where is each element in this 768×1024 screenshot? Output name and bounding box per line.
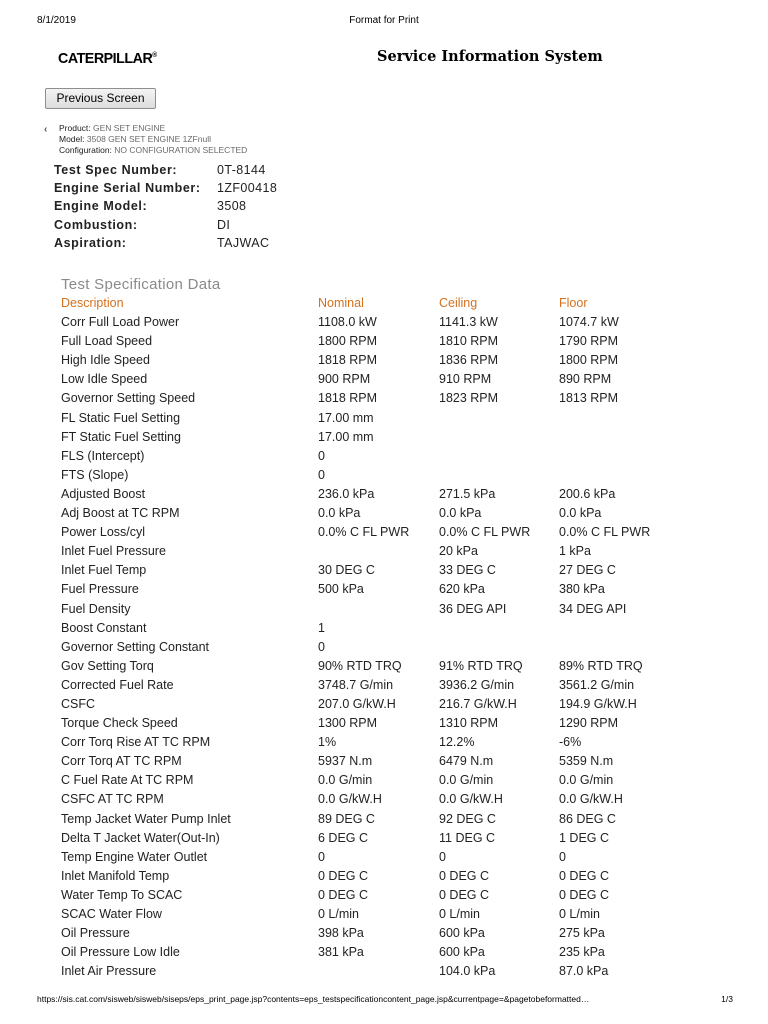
cell-floor: 86 DEG C — [559, 811, 616, 826]
previous-screen-button[interactable]: Previous Screen — [45, 88, 156, 109]
cell-nominal: 17.00 mm — [318, 410, 374, 425]
cell-description: CSFC AT TC RPM — [61, 792, 164, 807]
cell-description: FL Static Fuel Setting — [61, 410, 181, 425]
header-floor: Floor — [559, 296, 588, 310]
cell-description: Temp Engine Water Outlet — [61, 849, 208, 864]
cell-nominal: 0 — [318, 448, 325, 463]
cell-nominal: 89 DEG C — [318, 811, 375, 826]
cell-floor: -6% — [559, 735, 582, 750]
cell-ceiling: 0.0 G/min — [439, 773, 494, 788]
logo-text: CATERPILLAR — [58, 50, 153, 67]
cell-ceiling: 0 L/min — [439, 907, 480, 921]
cell-nominal: 1108.0 kW — [318, 315, 377, 330]
print-header — [37, 15, 731, 29]
product-value: GEN SET ENGINE — [93, 123, 166, 133]
cell-ceiling: 36 DEG API — [439, 601, 507, 616]
cell-ceiling: 600 kPa — [439, 926, 485, 941]
cell-nominal: 1% — [318, 735, 337, 750]
cell-ceiling: 11 DEG C — [439, 830, 496, 845]
cell-description: Corrected Fuel Rate — [61, 677, 174, 692]
cell-floor: 1790 RPM — [559, 334, 619, 349]
cell-description: Adjusted Boost — [61, 486, 146, 501]
model-value: 3508 GEN SET ENGINE 1ZFnull — [86, 134, 211, 144]
cell-ceiling: 92 DEG C — [439, 811, 496, 826]
cell-ceiling: 12.2% — [439, 735, 475, 750]
cell-description: Inlet Manifold Temp — [61, 868, 170, 883]
cell-ceiling: 3936.2 G/min — [439, 677, 515, 692]
cell-description: Power Loss/cyl — [61, 525, 146, 540]
configuration-row — [59, 145, 247, 156]
cell-nominal: 0 L/min — [318, 907, 359, 921]
cell-description: Full Load Speed — [61, 334, 153, 349]
cell-description: FLS (Intercept) — [61, 448, 145, 463]
cell-description: Inlet Fuel Pressure — [61, 544, 166, 559]
app-title: Service Information System — [377, 48, 603, 65]
configuration-value: NO CONFIGURATION SELECTED — [114, 145, 248, 155]
page-url: https://sis.cat.com/sisweb/sisweb/siseps/eps_print_page.jsp?contents=eps_testspecificationcontent_page.jsp&currentpage=&pagetobeformatted… — [37, 994, 590, 1004]
cell-nominal: 5937 N.m — [318, 754, 373, 769]
cell-floor: 275 kPa — [559, 926, 605, 941]
cell-description: Oil Pressure — [61, 926, 130, 941]
aspiration-label: Aspiration: — [54, 235, 127, 250]
cell-description: Inlet Fuel Temp — [61, 563, 147, 578]
cell-description: CSFC — [61, 696, 96, 711]
cell-nominal: 0.0% C FL PWR — [318, 525, 410, 540]
cell-floor: 0 L/min — [559, 907, 600, 921]
cell-ceiling: 20 kPa — [439, 544, 478, 559]
combustion-label: Combustion: — [54, 217, 138, 232]
cell-floor: 34 DEG API — [559, 601, 627, 616]
cell-ceiling: 1310 RPM — [439, 716, 499, 731]
cell-nominal: 900 RPM — [318, 372, 371, 387]
cell-floor: 27 DEG C — [559, 563, 616, 578]
cell-ceiling: 104.0 kPa — [439, 964, 496, 979]
cell-nominal: 1300 RPM — [318, 716, 378, 731]
header-nominal: Nominal — [318, 296, 364, 310]
cell-floor: 0.0 G/min — [559, 773, 614, 788]
cell-floor: 5359 N.m — [559, 754, 614, 769]
cell-nominal: 30 DEG C — [318, 563, 375, 578]
test-spec-number-value: 0T-8144 — [217, 163, 266, 177]
cell-nominal: 0 DEG C — [318, 868, 369, 883]
cell-nominal: 0.0 G/min — [318, 773, 373, 788]
cell-floor: 194.9 G/kW.H — [559, 696, 637, 711]
cell-ceiling: 271.5 kPa — [439, 486, 496, 501]
cell-ceiling: 6479 N.m — [439, 754, 494, 769]
cell-ceiling: 600 kPa — [439, 945, 485, 960]
cell-nominal: 500 kPa — [318, 582, 364, 597]
print-title: Format for Print — [349, 15, 419, 26]
cell-description: Delta T Jacket Water(Out-In) — [61, 830, 220, 845]
cell-description: FTS (Slope) — [61, 467, 129, 482]
cell-floor: 1290 RPM — [559, 716, 619, 731]
engine-model-label: Engine Model: — [54, 199, 148, 214]
cell-description: Gov Setting Torq — [61, 658, 154, 673]
cell-ceiling: 0.0 kPa — [439, 506, 482, 521]
cell-floor: 1 DEG C — [559, 830, 610, 845]
cell-nominal: 1800 RPM — [318, 334, 378, 349]
test-spec-number-label: Test Spec Number: — [54, 163, 178, 177]
cell-description: High Idle Speed — [61, 353, 150, 368]
cell-floor: 89% RTD TRQ — [559, 658, 643, 673]
cell-floor: 1800 RPM — [559, 353, 619, 368]
cell-nominal: 1818 RPM — [318, 391, 378, 406]
cell-description: Water Temp To SCAC — [61, 887, 183, 902]
page-number: 1/3 — [721, 994, 733, 1004]
cell-nominal: 17.00 mm — [318, 429, 374, 444]
cell-description: Torque Check Speed — [61, 716, 178, 731]
cell-ceiling: 1141.3 kW — [439, 315, 498, 330]
section-title: Test Specification Data — [61, 276, 221, 293]
product-label: Product: — [59, 123, 91, 133]
print-date: 8/1/2019 — [37, 15, 76, 26]
cell-ceiling: 0 — [439, 849, 446, 864]
cell-nominal: 0.0 G/kW.H — [318, 792, 382, 807]
cell-floor: 0.0% C FL PWR — [559, 525, 651, 540]
cell-description: Governor Setting Constant — [61, 639, 209, 654]
cell-floor: 1 kPa — [559, 544, 591, 559]
cell-ceiling: 1823 RPM — [439, 391, 499, 406]
cell-description: Corr Full Load Power — [61, 315, 180, 330]
header-description: Description — [61, 296, 124, 310]
cell-floor: 0 — [559, 849, 566, 864]
model-row — [59, 134, 247, 145]
cell-description: Oil Pressure Low Idle — [61, 945, 180, 960]
cell-ceiling: 1836 RPM — [439, 353, 499, 368]
configuration-label: Configuration: — [59, 145, 112, 155]
cell-ceiling: 91% RTD TRQ — [439, 658, 523, 673]
cell-floor: 87.0 kPa — [559, 964, 609, 979]
cell-description: Low Idle Speed — [61, 372, 148, 387]
cell-description: Fuel Density — [61, 601, 131, 616]
cell-nominal: 3748.7 G/min — [318, 677, 394, 692]
cell-description: FT Static Fuel Setting — [61, 429, 181, 444]
cell-description: Governor Setting Speed — [61, 391, 196, 406]
caterpillar-logo — [58, 50, 157, 67]
cell-nominal: 1818 RPM — [318, 353, 378, 368]
cell-floor: 380 kPa — [559, 582, 605, 597]
cell-description: Boost Constant — [61, 620, 147, 635]
cell-nominal: 0 — [318, 849, 325, 864]
cell-nominal: 381 kPa — [318, 945, 364, 960]
cell-description: Corr Torq AT TC RPM — [61, 754, 182, 769]
cell-description: Adj Boost at TC RPM — [61, 506, 180, 521]
header-ceiling: Ceiling — [439, 296, 478, 310]
cell-ceiling: 0 DEG C — [439, 887, 490, 902]
cell-nominal: 236.0 kPa — [318, 486, 375, 501]
cell-nominal: 0 — [318, 639, 325, 654]
cell-ceiling: 620 kPa — [439, 582, 485, 597]
cell-floor: 0 DEG C — [559, 887, 610, 902]
cell-ceiling: 0.0 G/kW.H — [439, 792, 503, 807]
model-label: Model: — [59, 134, 85, 144]
engine-serial-number-value: 1ZF00418 — [217, 181, 278, 196]
cell-nominal: 0 — [318, 467, 325, 482]
cell-ceiling: 910 RPM — [439, 372, 492, 387]
cell-floor: 0.0 G/kW.H — [559, 792, 623, 807]
logo-registered-mark: ® — [152, 52, 157, 59]
cell-description: Fuel Pressure — [61, 582, 139, 597]
cell-nominal: 90% RTD TRQ — [318, 658, 402, 673]
cell-ceiling: 0 DEG C — [439, 868, 490, 883]
product-row — [59, 123, 247, 134]
cell-description: Corr Torq Rise AT TC RPM — [61, 735, 211, 750]
cell-nominal: 0.0 kPa — [318, 506, 361, 521]
cell-nominal: 398 kPa — [318, 926, 364, 941]
cell-nominal: 1 — [318, 620, 325, 635]
cell-description: Temp Jacket Water Pump Inlet — [61, 811, 231, 826]
engine-serial-number-label: Engine Serial Number: — [54, 181, 201, 196]
cell-nominal: 6 DEG C — [318, 830, 369, 845]
cell-floor: 1074.7 kW — [559, 315, 619, 330]
cell-description: Inlet Air Pressure — [61, 964, 157, 979]
cell-floor: 3561.2 G/min — [559, 677, 635, 692]
engine-model-value: 3508 — [217, 199, 247, 214]
cell-ceiling: 33 DEG C — [439, 563, 496, 578]
cell-description: C Fuel Rate At TC RPM — [61, 773, 194, 788]
aspiration-value: TAJWAC — [217, 235, 270, 250]
cell-nominal: 0 DEG C — [318, 887, 369, 902]
cell-ceiling: 216.7 G/kW.H — [439, 696, 517, 711]
cell-floor: 235 kPa — [559, 945, 605, 960]
cell-nominal: 207.0 G/kW.H — [318, 696, 396, 711]
cell-description: SCAC Water Flow — [61, 907, 162, 921]
combustion-value: DI — [217, 217, 231, 232]
cell-floor: 200.6 kPa — [559, 486, 616, 501]
chevron-left-icon[interactable]: ‹ — [44, 124, 48, 135]
cell-floor: 0 DEG C — [559, 868, 610, 883]
cell-floor: 890 RPM — [559, 372, 612, 387]
cell-ceiling: 1810 RPM — [439, 334, 499, 349]
cell-ceiling: 0.0% C FL PWR — [439, 525, 531, 540]
cell-floor: 1813 RPM — [559, 391, 619, 406]
cell-floor: 0.0 kPa — [559, 506, 602, 521]
product-info — [44, 123, 247, 156]
